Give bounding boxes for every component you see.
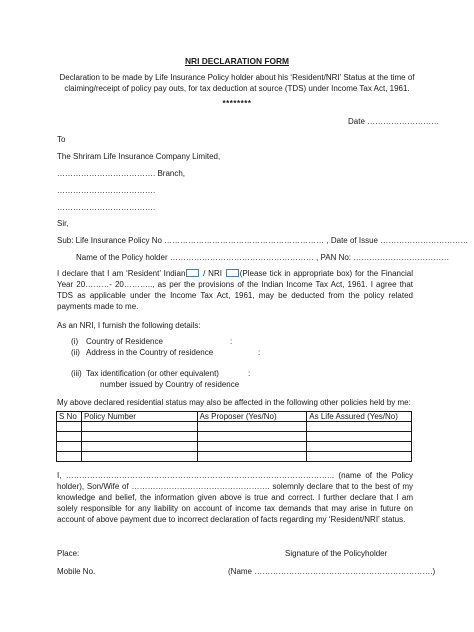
other-policies-table (56, 411, 412, 462)
nri-tick-box[interactable] (226, 269, 239, 277)
table-header-row (57, 412, 412, 422)
header-sno: S No (57, 412, 82, 422)
table-row (57, 432, 412, 442)
final-declaration: I, ……………………………………………………………………………………….. (name of the Policy holder), Son/Wife of ……………………………………………. solemnly declare that to the best of my knowledge and belief, the information given above is true and correct. I further declare that I am solely responsible for any liability on account of income tax demands that may arise in future on account of above payment due to incorrect declaration of facts regarding my ‘Resident/NRI’ status. (57, 471, 413, 524)
nri-details-intro: As an NRI, I furnish the following details: (57, 321, 201, 330)
to-label: To (57, 135, 66, 144)
place-label: Place: (57, 549, 80, 558)
detail-label-tax-id-2: number issued by Country of residence (100, 380, 240, 389)
table-row (57, 452, 412, 462)
salutation: Sir, (57, 219, 69, 228)
detail-num-1: (i) (71, 337, 79, 346)
detail-num-3: (iii) (71, 369, 82, 378)
detail-label-address: Address in the Country of residence (86, 348, 214, 357)
intro-text: Declaration to be made by Life Insurance Policy holder about his ‘Resident/NRI’ Status at the time of claiming/receipt of policy pay outs, for tax deduction at source (TDS) under Income Tax Act, 1961. (59, 73, 415, 93)
header-as-life-assured: As Life Assured (Yes/No) (307, 412, 412, 422)
declare-text-a: I declare that I am ‘Resident’ Indian (57, 269, 186, 278)
policyholder-name-line: Name of the Policy holder ……………………………………………… , PAN No: ……………………………… (76, 253, 450, 262)
detail-colon-1: : (230, 337, 233, 346)
address-line-1: ………………………………. (57, 186, 156, 195)
header-as-proposer: As Proposer (Yes/No) (197, 412, 307, 422)
detail-colon-2: : (258, 348, 261, 357)
signature-label: Signature of the Policyholder (285, 549, 388, 558)
address-line-2: ………………………………. (57, 203, 156, 212)
table-row (57, 442, 412, 452)
declare-text-b: / NRI (200, 269, 225, 278)
other-policies-text: My above declared residential status may also be affected in the following other policies held by me: (57, 398, 411, 407)
date-line: Date ……………………… (348, 117, 440, 126)
residency-declaration (57, 268, 413, 312)
detail-colon-3: : (248, 369, 251, 378)
resident-tick-box[interactable] (186, 269, 199, 277)
name-signature-line: (Name ………………………………………………………….) (228, 567, 436, 576)
separator-stars: ******** (222, 99, 252, 108)
detail-label-tax-id: Tax identification (or other equivalent) (86, 369, 219, 378)
detail-label-country: Country of Residence (86, 337, 163, 346)
mobile-label: Mobile No. (57, 567, 96, 576)
subject-line: Sub: Life Insurance Policy No …………………………………………………… , Date of Issue …………………………… (57, 236, 469, 245)
declare-text-c: (Please tick in appropriate box) for the Financial Year 20………- 20……….., as per the provisions of the Indian Income Tax Act, 1961. I agree that TDS as applicable under the Income Tax Act, 1961, may be deducted from the policy related payments made to me. (57, 269, 414, 311)
company-name: The Shriram Life Insurance Company Limited, (57, 152, 221, 161)
table-row (57, 422, 412, 432)
form-title: NRI DECLARATION FORM (184, 56, 290, 66)
branch-line: ………………………………. Branch, (57, 169, 186, 178)
detail-num-2: (ii) (71, 348, 80, 357)
header-policy-number: Policy Number (81, 412, 197, 422)
